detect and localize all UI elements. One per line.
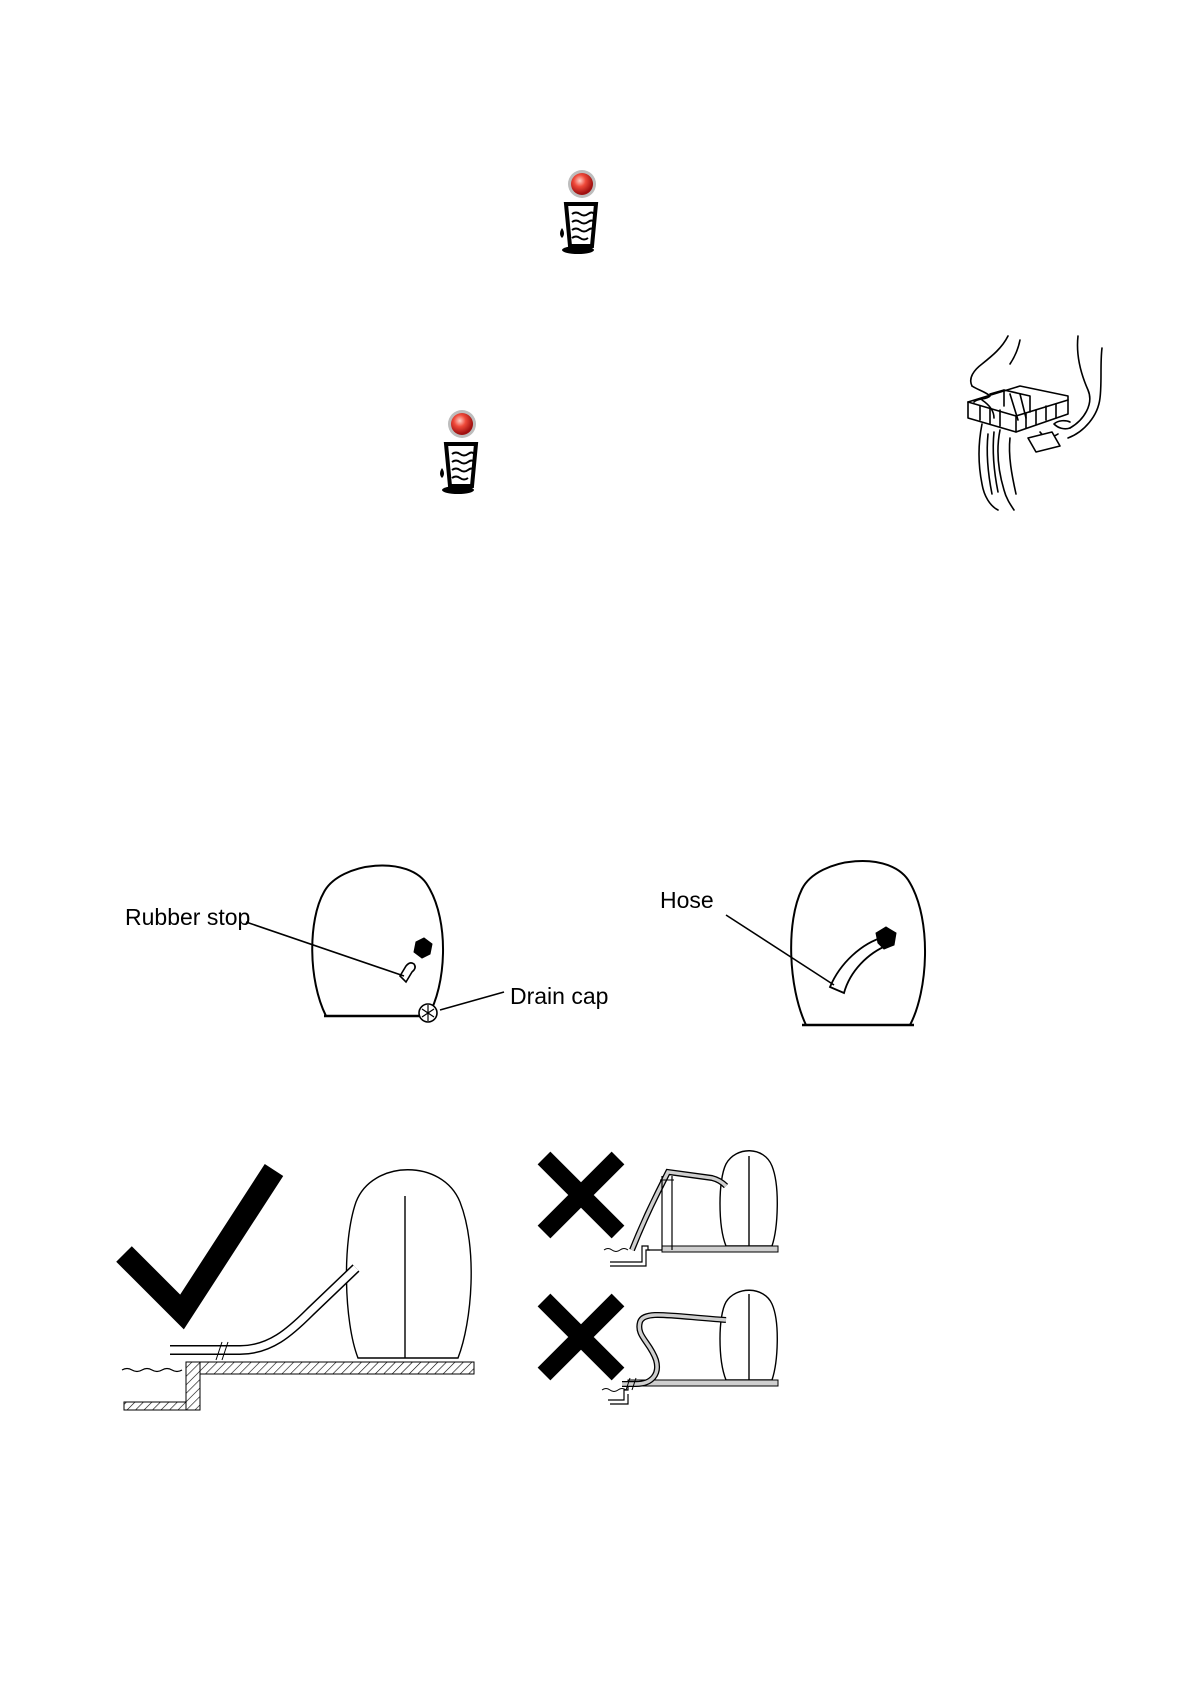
correct-placement-diagram [120,1162,480,1412]
hose-diagram-right [640,855,940,1035]
drain-cap-label: Drain cap [510,983,609,1009]
red-light-tank-icon [414,408,482,500]
drain-diagram-left [110,860,630,1040]
hands-holding-filter-illustration [960,334,1110,510]
correct-checkmark-icon [124,1170,274,1312]
incorrect-placement-diagram-2 [540,1292,780,1418]
hose-label: Hose [660,887,714,913]
incorrect-placement-diagram-1 [540,1150,780,1276]
red-light-tank-icon [534,168,602,260]
incorrect-cross-icon [544,1300,618,1374]
rubber-stop-label: Rubber stop [125,904,251,930]
incorrect-cross-icon [544,1158,618,1232]
